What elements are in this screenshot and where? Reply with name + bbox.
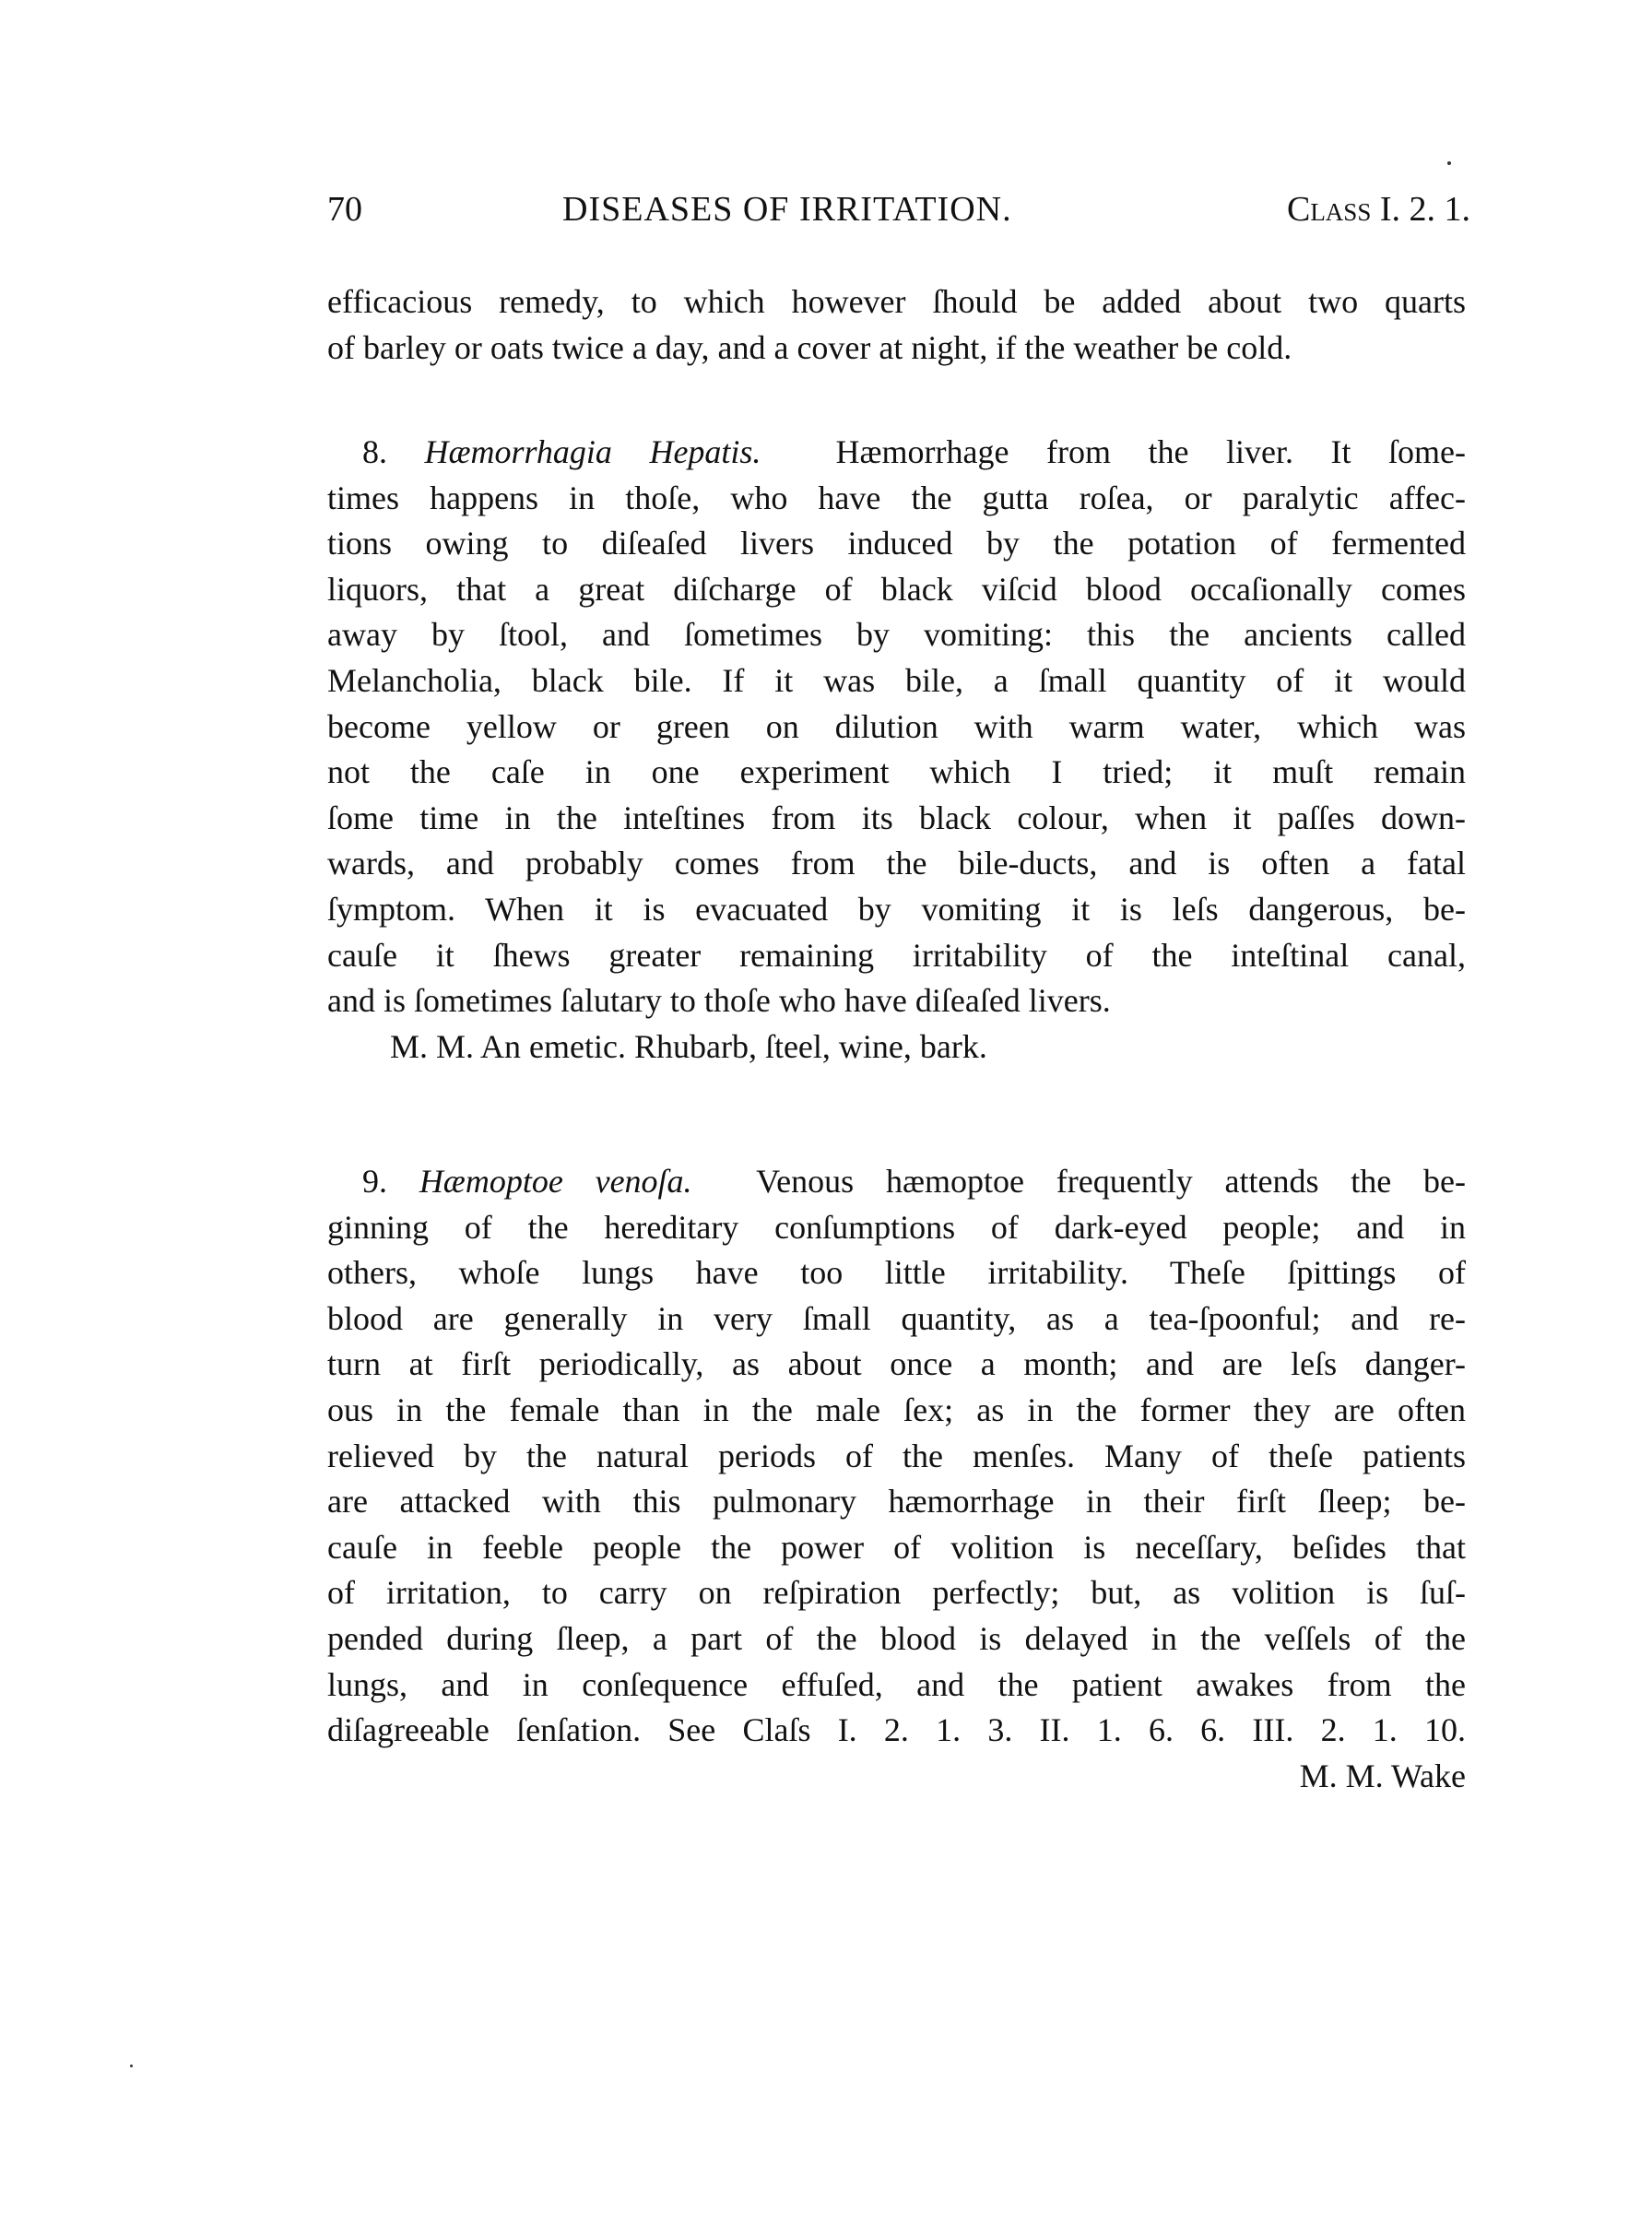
catchword: M. M. Wake	[1299, 1757, 1466, 1794]
text-line: are attacked with this pulmonary hæmorrhage in their firſt ſleep; be-	[327, 1483, 1466, 1521]
text-line: become yellow or green on dilution with warm water, which was	[327, 707, 1466, 745]
text-line: wards, and probably comes from the bile-ducts, and is often a fatal	[327, 845, 1466, 882]
text-line: turn at firſt periodically, as about once a month; and are leſs danger-	[327, 1345, 1466, 1383]
text-line: of barley or oats twice a day, and a cover at night, if the weather be cold.	[327, 328, 1292, 366]
text-line: cauſe it ſhews greater remaining irritability of the inteſtinal canal,	[327, 936, 1466, 974]
text-line: pended during ſleep, a part of the blood is delayed in the veſſels of the	[327, 1619, 1466, 1657]
text-line: relieved by the natural periods of the menſes. Many of theſe patients	[327, 1437, 1466, 1474]
text-line: ſome time in the inteſtines from its black colour, when it paſſes down-	[327, 799, 1466, 836]
section-title: Hæmorrhagia Hepatis.	[424, 433, 761, 470]
section-heading-line	[327, 1159, 1466, 1205]
section-8-paragraph	[327, 430, 1466, 1070]
continuation-paragraph	[327, 279, 1466, 371]
section-number: 8.	[362, 433, 387, 470]
text-line: of irritation, to carry on reſpiration perfectly; but, as volition is ſuſ-	[327, 1574, 1466, 1612]
text-line: blood are generally in very ſmall quantity, as a tea-ſpoonful; and re-	[327, 1299, 1466, 1337]
text-run: Hæmorrhage from the liver. It ſome-	[835, 433, 1466, 470]
section-heading-line	[327, 430, 1466, 476]
text-line: times happens in thoſe, who have the gutta roſea, or paralytic affec-	[327, 479, 1466, 516]
text-line: efficacious remedy, to which however ſhould be added about two quarts	[327, 283, 1466, 320]
running-header	[327, 189, 1470, 235]
text-line: diſagreeable ſenſation. See Claſs I. 2. 1. 3. II. 1. 6. 6. III. 2. 1. 10.	[327, 1711, 1466, 1749]
text-line: away by ſtool, and ſometimes by vomiting: this the ancients called	[327, 616, 1466, 654]
text-line: ginning of the hereditary conſumptions of dark-eyed people; and in	[327, 1208, 1466, 1246]
text-line: cauſe in feeble people the power of volition is neceſſary, beſides that	[327, 1528, 1466, 1566]
class-reference: Class I. 2. 1.	[1286, 190, 1470, 229]
page-number: 70	[327, 190, 362, 229]
section-title: Hæmoptoe venoſa.	[419, 1163, 692, 1200]
text-line: not the caſe in one experiment which I tried; it muſt remain	[327, 753, 1466, 791]
text-line: liquors, that a great diſcharge of black viſcid blood occaſionally comes	[327, 570, 1466, 608]
materia-medica-line: M. M. An emetic. Rhubarb, ſteel, wine, bark.	[390, 1027, 987, 1065]
text-line: lungs, and in conſequence effuſed, and the patient awakes from the	[327, 1665, 1466, 1703]
running-title: DISEASES OF IRRITATION.	[562, 190, 1012, 229]
print-speck	[1447, 161, 1451, 165]
text-line: and is ſometimes ſalutary to thoſe who have diſeaſed livers.	[327, 982, 1111, 1020]
section-number: 9.	[362, 1163, 387, 1200]
text-line: others, whoſe lungs have too little irritability. Theſe ſpittings of	[327, 1254, 1466, 1292]
text-run: Venous hæmoptoe frequently attends the be-	[756, 1163, 1467, 1200]
text-line: Melancholia, black bile. If it was bile, a ſmall quantity of it would	[327, 661, 1466, 699]
text-line: ous in the female than in the male ſex; as in the former they are often	[327, 1391, 1466, 1428]
text-line: ſymptom. When it is evacuated by vomiting it is leſs dangerous, be-	[327, 890, 1466, 928]
section-9-paragraph	[327, 1159, 1466, 1799]
print-speck	[130, 2065, 133, 2067]
text-line: tions owing to diſeaſed livers induced by the potation of fermented	[327, 525, 1466, 562]
